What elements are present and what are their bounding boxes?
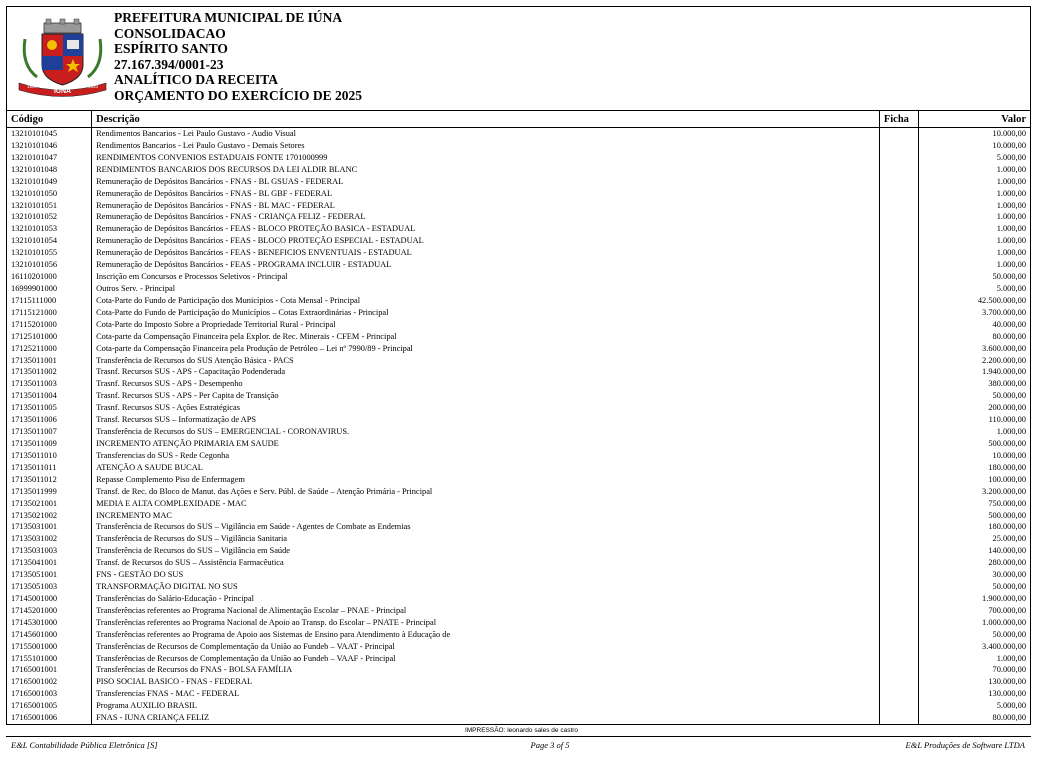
cell-valor: 500.000,00 [918, 510, 1030, 522]
cell-codigo: 17135031003 [11, 546, 58, 556]
cell-valor: 25.000,00 [918, 533, 1030, 545]
table-row [7, 235, 1030, 247]
cell-valor: 1.000,00 [918, 235, 1030, 247]
cell-ficha [879, 474, 918, 486]
cell-descricao: Transferência de Recursos do SUS – Vigilância Sanitaria [92, 533, 880, 545]
table-row [7, 271, 1030, 283]
table-row [7, 498, 1030, 510]
cell-valor: 1.000,00 [918, 200, 1030, 212]
cell-ficha [879, 235, 918, 247]
cell-ficha [879, 545, 918, 557]
cell-ficha [879, 688, 918, 700]
table-row [7, 426, 1030, 438]
table-row [7, 295, 1030, 307]
table-row [7, 223, 1030, 235]
table-row [7, 211, 1030, 223]
cell-ficha [879, 211, 918, 223]
cell-valor: 1.000.000,00 [918, 617, 1030, 629]
cell-descricao: RENDIMENTOS BANCARIOS DOS RECURSOS DA LEI ALDIR BLANC [92, 164, 880, 176]
footer-company-name: E&L Produções de Software LTDA [905, 740, 1025, 750]
table-row [7, 128, 1030, 140]
cell-codigo: 13210101050 [11, 188, 58, 198]
footer-divider [6, 736, 1031, 737]
cell-descricao: Transferências de Recursos do FNAS - BOLSA FAMÍLIA [92, 664, 880, 676]
cell-descricao: Programa AUXILIO BRASIL [92, 700, 880, 712]
cell-valor: 1.000,00 [918, 426, 1030, 438]
cell-descricao: Cota-Parte do Fundo de Participação dos Municípios - Cota Mensal - Principal [92, 295, 880, 307]
table-row [7, 366, 1030, 378]
cell-ficha [879, 712, 918, 724]
cell-codigo: 17155001000 [11, 641, 58, 651]
cell-descricao: Outros Serv. - Principal [92, 283, 880, 295]
cell-ficha [879, 259, 918, 271]
cell-valor: 1.000,00 [918, 247, 1030, 259]
cell-codigo: 13210101056 [11, 260, 58, 270]
cell-ficha [879, 569, 918, 581]
cell-descricao: Transferência de Recursos do SUS – Vigilância em Saúde - Agentes de Combate as Endemias [92, 521, 880, 533]
cell-descricao: Transferencias do SUS - Rede Cegonha [92, 450, 880, 462]
cell-descricao: INCREMENTO MAC [92, 510, 880, 522]
cell-valor: 180.000,00 [918, 521, 1030, 533]
cell-codigo: 17165001005 [11, 701, 58, 711]
table-row [7, 629, 1030, 641]
cell-codigo: 17135051003 [11, 582, 58, 592]
footer-page-number: Page 3 of 5 [530, 740, 570, 750]
cell-codigo: 13210101046 [11, 140, 58, 150]
cell-codigo: 17135011001 [11, 355, 57, 365]
cell-codigo: 13210101054 [11, 236, 58, 246]
cell-ficha [879, 664, 918, 676]
cell-codigo: 17135011009 [11, 438, 57, 448]
cell-valor: 130.000,00 [918, 676, 1030, 688]
cell-descricao: Transferencias FNAS - MAC - FEDERAL [92, 688, 880, 700]
cell-codigo: 17135031002 [11, 534, 58, 544]
col-header-ficha: Ficha [879, 111, 918, 128]
cell-codigo: 13210101049 [11, 176, 58, 186]
cell-ficha [879, 700, 918, 712]
table-row [7, 605, 1030, 617]
table-row [7, 140, 1030, 152]
cell-valor: 80.000,00 [918, 331, 1030, 343]
cell-valor: 5.000,00 [918, 152, 1030, 164]
cell-valor: 1.000,00 [918, 259, 1030, 271]
cell-codigo: 17145001000 [11, 593, 58, 603]
cell-valor: 30.000,00 [918, 569, 1030, 581]
cell-descricao: FNS - GESTÃO DO SUS [92, 569, 880, 581]
cell-descricao: Cota-parte da Compensação Financeira pela Explor. de Rec. Minerais - CFEM - Principal [92, 331, 880, 343]
cell-ficha [879, 152, 918, 164]
cell-valor: 5.000,00 [918, 283, 1030, 295]
cell-ficha [879, 140, 918, 152]
cell-codigo: 17165001006 [11, 713, 58, 723]
cell-ficha [879, 533, 918, 545]
cell-valor: 1.900.000,00 [918, 593, 1030, 605]
cell-ficha [879, 247, 918, 259]
cell-ficha [879, 414, 918, 426]
table-row [7, 486, 1030, 498]
cell-descricao: Rendimentos Bancarios - Lei Paulo Gustavo - Demais Setores [92, 140, 880, 152]
table-row [7, 581, 1030, 593]
table-row [7, 343, 1030, 355]
cell-codigo: 17135011003 [11, 379, 57, 389]
table-row [7, 569, 1030, 581]
cell-codigo: 17135011012 [11, 474, 57, 484]
cell-valor: 1.000,00 [918, 223, 1030, 235]
cell-ficha [879, 295, 918, 307]
table-row [7, 653, 1030, 665]
cell-descricao: Remuneração de Depósitos Bancários - FNAS - CRIANÇA FELIZ - FEDERAL [92, 211, 880, 223]
table-row [7, 474, 1030, 486]
cell-descricao: Cota-Parte do Fundo de Participação do Municípios – Cotas Extraordinárias - Principal [92, 307, 880, 319]
cell-valor: 80.000,00 [918, 712, 1030, 724]
header-line-report-name: ANALÍTICO DA RECEITA [114, 72, 279, 88]
cell-ficha [879, 223, 918, 235]
cell-valor: 140.000,00 [918, 545, 1030, 557]
table-row [7, 390, 1030, 402]
printed-by-note: IMPRESSÃO: leonardo sales de castro [464, 727, 579, 734]
cell-valor: 5.000,00 [918, 700, 1030, 712]
cell-codigo: 17155101000 [11, 653, 58, 663]
cell-codigo: 17135011005 [11, 403, 57, 413]
cell-ficha [879, 581, 918, 593]
cell-valor: 100.000,00 [918, 474, 1030, 486]
cell-valor: 130.000,00 [918, 688, 1030, 700]
header-line-prefeitura: PREFEITURA MUNICIPAL DE IÚNA [114, 10, 343, 25]
cell-descricao: Inscrição em Concursos e Processos Seletivos - Principal [92, 271, 880, 283]
revenue-table [7, 110, 1030, 724]
cell-descricao: Remuneração de Depósitos Bancários - FEAS - BENEFICIOS ENVENTUAIS - ESTADUAL [92, 247, 880, 259]
cell-valor: 1.000,00 [918, 653, 1030, 665]
cell-descricao: Cota-parte da Compensação Financeira pela Produção de Petróleo – Lei nº 7990/89 - Principal [92, 343, 880, 355]
table-row [7, 545, 1030, 557]
cell-valor: 1.940.000,00 [918, 366, 1030, 378]
cell-descricao: Trasnf. Recursos SUS - APS - Per Capita de Transição [92, 390, 880, 402]
crest-banner-text: IÚNA [53, 88, 72, 95]
municipal-crest-icon [15, 17, 110, 97]
cell-ficha [879, 676, 918, 688]
cell-codigo: 17135011010 [11, 450, 57, 460]
cell-descricao: Transf. de Rec. do Bloco de Manut. das Ações e Serv. Públ. de Saúde – Atenção Primária - Principal [92, 486, 880, 498]
table-row [7, 712, 1030, 724]
cell-valor: 1.000,00 [918, 211, 1030, 223]
cell-descricao: Transferências do Salário-Educação - Principal [92, 593, 880, 605]
table-row [7, 510, 1030, 522]
cell-descricao: Transferência de Recursos do SUS – Vigilância em Saúde [92, 545, 880, 557]
cell-ficha [879, 593, 918, 605]
header-line-state: ESPÍRITO SANTO [114, 41, 228, 57]
cell-valor: 200.000,00 [918, 402, 1030, 414]
table-row [7, 438, 1030, 450]
cell-ficha [879, 331, 918, 343]
cell-descricao: Transferência de Recursos do SUS – EMERGENCIAL - CORONAVIRUS. [92, 426, 880, 438]
table-row [7, 533, 1030, 545]
cell-codigo: 16110201000 [11, 272, 57, 282]
cell-codigo: 17135051001 [11, 570, 58, 580]
footer-software-name: E&L Contabilidade Pública Eletrônica [S] [11, 740, 158, 750]
cell-valor: 3.600.000,00 [918, 343, 1030, 355]
cell-codigo: 17165001003 [11, 689, 58, 699]
cell-descricao: Transferências referentes ao Programa de Apoio aos Sistemas de Ensino para Atendimento à Educação de [92, 629, 880, 641]
cell-codigo: 17135011002 [11, 367, 57, 377]
header-line-budget-year: ORÇAMENTO DO EXERCÍCIO DE 2025 [114, 87, 363, 103]
table-row [7, 593, 1030, 605]
cell-valor: 40.000,00 [918, 319, 1030, 331]
table-row [7, 164, 1030, 176]
cell-valor: 700.000,00 [918, 605, 1030, 617]
cell-descricao: Repasse Complemento Piso de Enfermagem [92, 474, 880, 486]
cell-descricao: TRANSFORMAÇÃO DIGITAL NO SUS [92, 581, 880, 593]
cell-descricao: Cota-Parte do Imposto Sobre a Propriedade Territorial Rural - Principal [92, 319, 880, 331]
cell-ficha [879, 343, 918, 355]
cell-codigo: 17135031001 [11, 522, 58, 532]
cell-codigo: 13210101051 [11, 200, 58, 210]
cell-codigo: 13210101052 [11, 212, 58, 222]
table-row [7, 617, 1030, 629]
cell-descricao: Remuneração de Depósitos Bancários - FNAS - BL MAC - FEDERAL [92, 200, 880, 212]
table-row [7, 676, 1030, 688]
cell-ficha [879, 307, 918, 319]
cell-codigo: 17165001001 [11, 665, 58, 675]
col-header-descricao: Descrição [92, 111, 880, 128]
table-row [7, 557, 1030, 569]
cell-ficha [879, 366, 918, 378]
cell-codigo: 17145201000 [11, 605, 58, 615]
table-row [7, 319, 1030, 331]
cell-descricao: Transferências de Recursos de Complementação da União ao Fundeb – VAAF - Principal [92, 653, 880, 665]
cell-ficha [879, 438, 918, 450]
cell-codigo: 17125211000 [11, 343, 57, 353]
cell-codigo: 13210101045 [11, 129, 58, 138]
header-line-cnpj: 27.167.394/0001-23 [114, 56, 224, 72]
report-page [6, 6, 1031, 725]
table-body [7, 128, 1030, 725]
cell-valor: 380.000,00 [918, 378, 1030, 390]
cell-codigo: 17125101000 [11, 331, 58, 341]
cell-codigo: 13210101055 [11, 248, 58, 258]
cell-descricao: Remuneração de Depósitos Bancários - FEAS - BLOCO PROTEÇÃO BASICA - ESTADUAL [92, 223, 880, 235]
cell-descricao: Trasnf. Recursos SUS - Ações Estratégicas [92, 402, 880, 414]
cell-codigo: 17145301000 [11, 617, 58, 627]
cell-descricao: Remuneração de Depósitos Bancários - FNAS - BL GSUAS - FEDERAL [92, 176, 880, 188]
cell-ficha [879, 426, 918, 438]
cell-ficha [879, 164, 918, 176]
cell-ficha [879, 486, 918, 498]
table-row [7, 664, 1030, 676]
cell-ficha [879, 402, 918, 414]
cell-ficha [879, 462, 918, 474]
cell-codigo: 16999901000 [11, 283, 58, 293]
cell-codigo: 13210101048 [11, 164, 58, 174]
cell-codigo: 13210101053 [11, 224, 58, 234]
cell-ficha [879, 378, 918, 390]
cell-codigo: 17135011006 [11, 415, 57, 425]
table-header-row [7, 111, 1030, 128]
cell-valor: 50.000,00 [918, 629, 1030, 641]
cell-valor: 750.000,00 [918, 498, 1030, 510]
cell-ficha [879, 355, 918, 367]
table-row [7, 176, 1030, 188]
cell-valor: 70.000,00 [918, 664, 1030, 676]
cell-codigo: 17115111000 [11, 295, 57, 305]
cell-valor: 1.000,00 [918, 176, 1030, 188]
cell-valor: 1.000,00 [918, 188, 1030, 200]
cell-codigo: 17135021001 [11, 498, 58, 508]
table-row [7, 307, 1030, 319]
cell-valor: 1.000,00 [918, 164, 1030, 176]
table-row [7, 200, 1030, 212]
cell-valor: 3.400.000,00 [918, 641, 1030, 653]
cell-valor: 110.000,00 [918, 414, 1030, 426]
cell-valor: 10.000,00 [918, 450, 1030, 462]
cell-codigo: 17145601000 [11, 629, 58, 639]
table-row [7, 247, 1030, 259]
cell-valor: 500.000,00 [918, 438, 1030, 450]
cell-ficha [879, 617, 918, 629]
cell-ficha [879, 319, 918, 331]
cell-ficha [879, 200, 918, 212]
cell-ficha [879, 605, 918, 617]
cell-valor: 2.200.000,00 [918, 355, 1030, 367]
cell-descricao: FNAS - IUNA CRIANÇA FELIZ [92, 712, 880, 724]
table-row [7, 688, 1030, 700]
cell-descricao: PISO SOCIAL BASICO - FNAS - FEDERAL [92, 676, 880, 688]
cell-descricao: Trasnf. Recursos SUS - APS - Desempenho [92, 378, 880, 390]
cell-codigo: 17135011007 [11, 427, 57, 437]
cell-ficha [879, 450, 918, 462]
cell-descricao: Remuneração de Depósitos Bancários - FNAS - BL GBF - FEDERAL [92, 188, 880, 200]
cell-ficha [879, 510, 918, 522]
cell-descricao: Remuneração de Depósitos Bancários - FEAS - BLOCO PROTEÇÃO ESPECIAL - ESTADUAL [92, 235, 880, 247]
cell-descricao: Rendimentos Bancarios - Lei Paulo Gustavo - Audio Visual [92, 128, 880, 140]
header-line-entity: CONSOLIDACAO [114, 25, 226, 41]
table-row [7, 700, 1030, 712]
cell-codigo: 17115121000 [11, 307, 57, 317]
cell-codigo: 17135021002 [11, 510, 58, 520]
cell-ficha [879, 176, 918, 188]
cell-codigo: 17165001002 [11, 677, 58, 687]
cell-valor: 42.500.000,00 [918, 295, 1030, 307]
cell-valor: 50.000,00 [918, 390, 1030, 402]
cell-ficha [879, 521, 918, 533]
table-row [7, 188, 1030, 200]
cell-descricao: Transferências referentes ao Programa Nacional de Apoio ao Transp. do Escolar – PNATE - Principal [92, 617, 880, 629]
cell-descricao: ATENÇÃO A SAUDE BUCAL [92, 462, 880, 474]
cell-ficha [879, 641, 918, 653]
table-row [7, 259, 1030, 271]
cell-descricao: Transf. de Recursos do SUS – Assistência Farmacêutica [92, 557, 880, 569]
table-row [7, 402, 1030, 414]
col-header-valor: Valor [918, 111, 1030, 128]
cell-ficha [879, 557, 918, 569]
cell-ficha [879, 188, 918, 200]
cell-valor: 10.000,00 [918, 140, 1030, 152]
crest-left-date: 1890 [26, 84, 38, 89]
cell-valor: 10.000,00 [918, 128, 1030, 140]
crest-right-date: 1920 [87, 84, 99, 89]
cell-ficha [879, 271, 918, 283]
cell-valor: 3.700.000,00 [918, 307, 1030, 319]
cell-descricao: Transf. Recursos SUS – Informatização de APS [92, 414, 880, 426]
table-row [7, 152, 1030, 164]
header-title-block [114, 10, 362, 104]
cell-codigo: 17135011999 [11, 486, 57, 496]
table-row [7, 331, 1030, 343]
table-row [7, 521, 1030, 533]
cell-valor: 50.000,00 [918, 581, 1030, 593]
cell-valor: 3.200.000,00 [918, 486, 1030, 498]
cell-valor: 180.000,00 [918, 462, 1030, 474]
table-row [7, 641, 1030, 653]
table-row [7, 462, 1030, 474]
cell-ficha [879, 128, 918, 140]
cell-codigo: 17135011004 [11, 391, 57, 401]
cell-ficha [879, 498, 918, 510]
report-header [7, 7, 1030, 110]
cell-ficha [879, 653, 918, 665]
cell-codigo: 17135041001 [11, 558, 58, 568]
cell-ficha [879, 629, 918, 641]
cell-valor: 280.000,00 [918, 557, 1030, 569]
cell-descricao: Remuneração de Depósitos Bancários - FEAS - PROGRAMA INCLUIR - ESTADUAL [92, 259, 880, 271]
cell-descricao: MEDIA E ALTA COMPLEXIDADE - MAC [92, 498, 880, 510]
cell-descricao: Transferência de Recursos do SUS Atenção Básica - PACS [92, 355, 880, 367]
cell-ficha [879, 283, 918, 295]
table-row [7, 378, 1030, 390]
col-header-codigo: Código [7, 111, 92, 128]
cell-descricao: RENDIMENTOS CONVENIOS ESTADUAIS FONTE 1701000999 [92, 152, 880, 164]
cell-codigo: 17135011011 [11, 462, 57, 472]
table-row [7, 414, 1030, 426]
table-row [7, 283, 1030, 295]
table-row [7, 355, 1030, 367]
cell-descricao: Transferências de Recursos de Complementação da União ao Fundeb – VAAT - Principal [92, 641, 880, 653]
cell-ficha [879, 390, 918, 402]
cell-descricao: Trasnf. Recursos SUS - APS - Capacitação Podenderada [92, 366, 880, 378]
cell-codigo: 13210101047 [11, 152, 58, 162]
cell-codigo: 17115201000 [11, 319, 57, 329]
cell-valor: 50.000,00 [918, 271, 1030, 283]
cell-descricao: Transferências referentes ao Programa Nacional de Alimentação Escolar – PNAE - Principal [92, 605, 880, 617]
table-row [7, 450, 1030, 462]
cell-descricao: INCREMENTO ATENÇÃO PRIMARIA EM SAUDE [92, 438, 880, 450]
